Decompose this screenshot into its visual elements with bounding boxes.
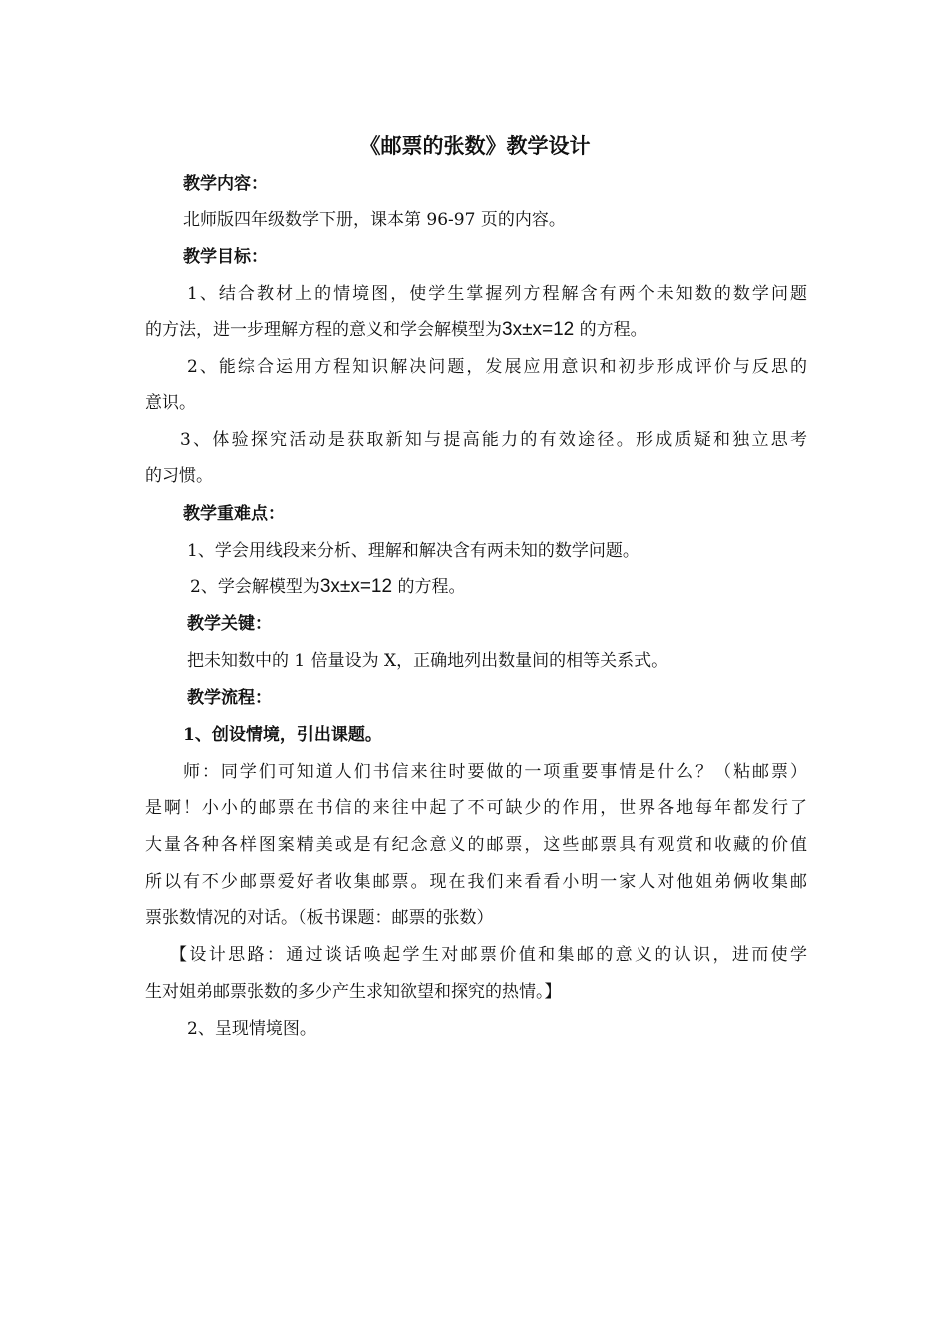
process-paragraph-line-2: 是啊！小小的邮票在书信的来往中起了不可缺少的作用，世界各地每年都发行了: [145, 798, 807, 818]
process-step-1-heading: 1、创设情境，引出课题。: [183, 725, 382, 745]
design-idea-line-1: 【设计思路：通过谈话唤起学生对邮票价值和集邮的意义的认识，进而使学: [170, 945, 807, 965]
objective-1-equation: 3x±x=12: [502, 319, 575, 340]
key-point-heading: 教学关键：: [187, 614, 272, 634]
key-difficult-item-2-suffix: 的方程。: [392, 577, 466, 597]
process-paragraph-line-1: 师：同学们可知道人们书信来往时要做的一项重要事情是什么？（粘邮票）: [183, 762, 807, 782]
process-heading: 教学流程：: [187, 688, 272, 708]
objective-2-line-2: 意识。: [145, 393, 196, 413]
process-paragraph-line-3: 大量各种各样图案精美或是有纪念意义的邮票，这些邮票具有观赏和收藏的价值: [145, 835, 807, 855]
objective-3-line-2: 的习惯。: [145, 466, 213, 486]
objective-2-line-1: 2、能综合运用方程知识解决问题，发展应用意识和初步形成评价与反思的: [187, 357, 807, 377]
objectives-heading: 教学目标：: [183, 247, 268, 267]
key-difficult-item-1: 1、学会用线段来分析、理解和解决含有两未知的数学问题。: [187, 541, 640, 561]
content-heading: 教学内容：: [183, 174, 268, 194]
key-difficult-heading: 教学重难点：: [183, 504, 285, 524]
objective-3-line-1: 3、体验探究活动是获取新知与提高能力的有效途径。形成质疑和独立思考: [180, 430, 807, 450]
key-difficult-equation: 3x±x=12: [319, 576, 393, 597]
design-idea-line-2: 生对姐弟邮票张数的多少产生求知欲望和探究的热情。】: [145, 982, 562, 1002]
objective-1-line-2: [145, 319, 810, 341]
key-difficult-item-2-text: 2、学会解模型为: [190, 577, 320, 597]
process-step-2-heading: 2、呈现情境图。: [187, 1019, 317, 1039]
objective-1-text: 的方法，进一步理解方程的意义和学会解模型为: [145, 320, 502, 340]
process-paragraph-line-4: 所以有不少邮票爱好者收集邮票。现在我们来看看小明一家人对他姐弟俩收集邮: [145, 872, 807, 892]
document-title: 《邮票的张数》教学设计: [359, 133, 591, 158]
process-paragraph-line-5: 票张数情况的对话。（板书课题：邮票的张数）: [145, 908, 494, 928]
objective-1-suffix: 的方程。: [574, 320, 648, 340]
content-text: 北师版四年级数学下册，课本第 96-97 页的内容。: [183, 210, 566, 230]
objective-1-line-1: 1、结合教材上的情境图，使学生掌握列方程解含有两个未知数的数学问题: [187, 284, 807, 304]
key-difficult-item-2: [190, 576, 855, 598]
key-point-text: 把未知数中的 1 倍量设为 X，正确地列出数量间的相等关系式。: [187, 651, 669, 671]
